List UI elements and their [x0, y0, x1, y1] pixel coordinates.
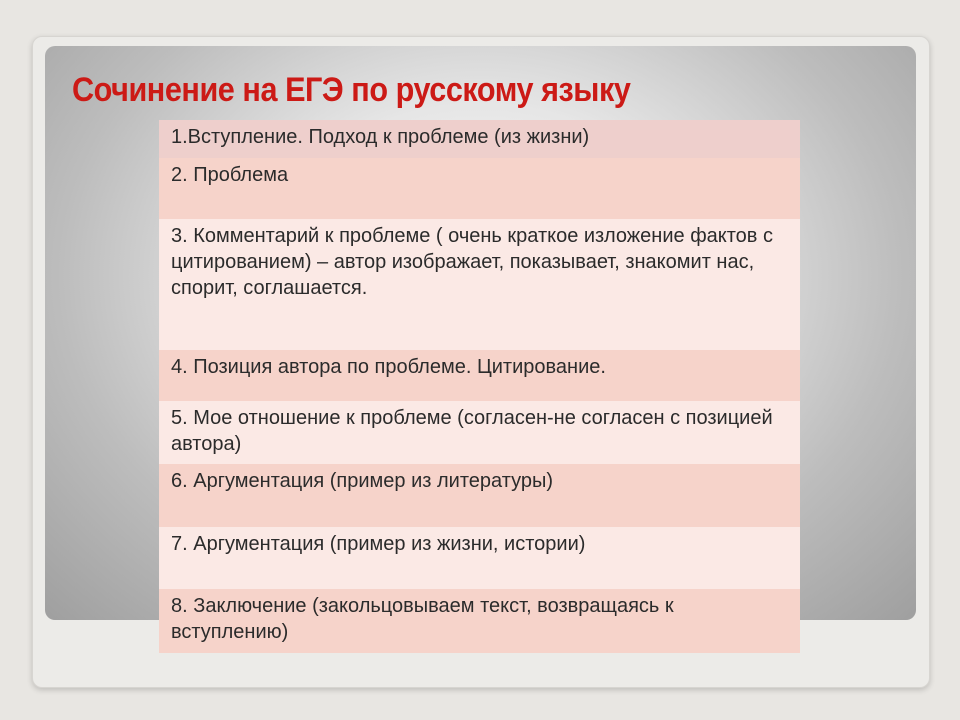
table-row: [159, 120, 800, 158]
plan-step-introduction: 1.Вступление. Подход к проблеме (из жизни): [159, 120, 800, 158]
table-row: [159, 350, 800, 401]
plan-step-argument-life: 7. Аргументация (пример из жизни, истории): [159, 527, 800, 589]
table-row: [159, 401, 800, 464]
plan-step-author-position: 4. Позиция автора по проблеме. Цитирование.: [159, 350, 800, 401]
essay-plan-table: [159, 120, 800, 653]
table-row: [159, 527, 800, 589]
plan-step-commentary: 3. Комментарий к проблеме ( очень краткое изложение фактов с цитированием) – автор изображает, показывает, знакомит нас, спорит, соглашается.: [159, 219, 800, 350]
table-row: [159, 464, 800, 527]
plan-step-argument-literature: 6. Аргументация (пример из литературы): [159, 464, 800, 527]
table-row: [159, 219, 800, 350]
table-row: [159, 589, 800, 653]
plan-step-conclusion: 8. Заключение (закольцовываем текст, возвращаясь к вступлению): [159, 589, 800, 653]
plan-step-problem: 2. Проблема: [159, 158, 800, 219]
table-row: [159, 158, 800, 219]
slide-title: Сочинение на ЕГЭ по русскому языку: [72, 71, 631, 109]
plan-step-my-attitude: 5. Мое отношение к проблеме (согласен-не согласен с позицией автора): [159, 401, 800, 464]
